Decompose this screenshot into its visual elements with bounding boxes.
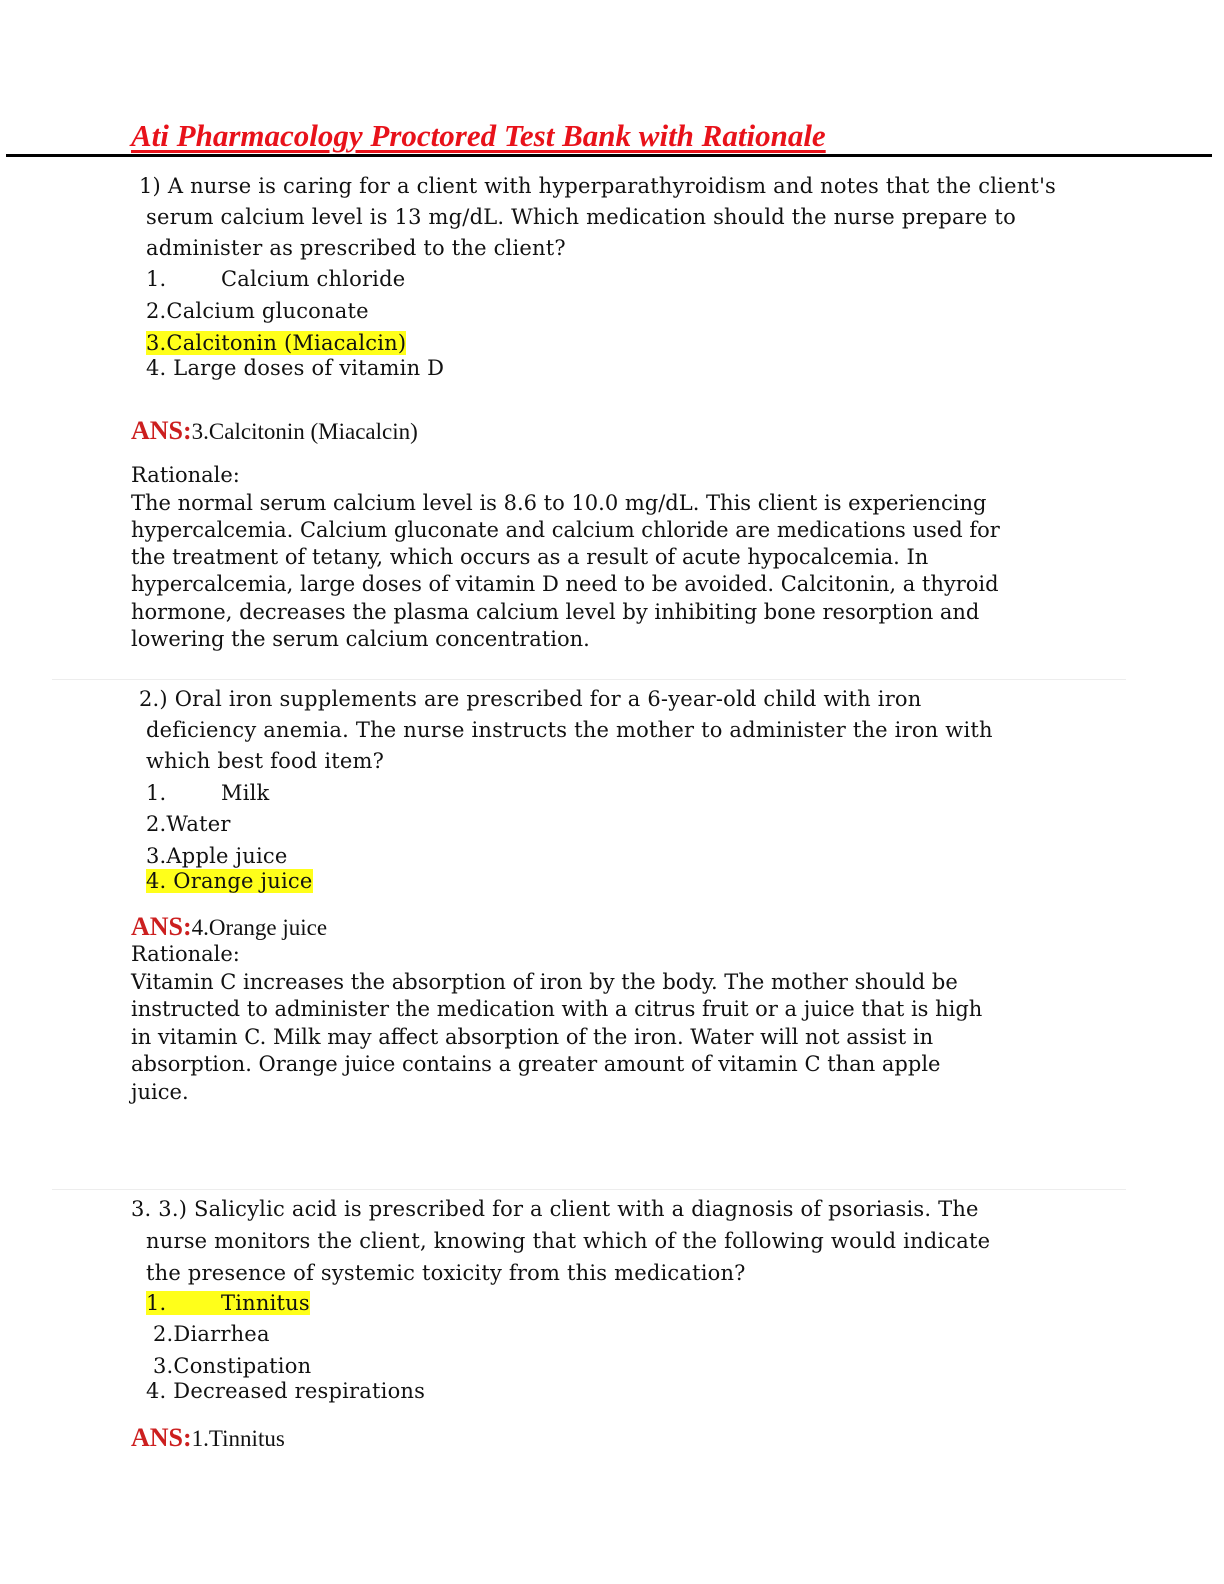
- question-3-line-2: nurse monitors the client, knowing that which of the following would indicate: [146, 1229, 991, 1253]
- question-2-line-1: 2.) Oral iron supplements are prescribed for a 6-year-old child with iron: [139, 687, 922, 711]
- question-2-rationale-heading: Rationale:: [131, 942, 240, 966]
- highlighted-answer: [146, 1291, 310, 1315]
- question-1-rationale-line: lowering the serum calcium concentration.: [131, 627, 590, 651]
- question-3-option-2: 2.Diarrhea: [153, 1322, 270, 1346]
- question-1-line-2: serum calcium level is 13 mg/dL. Which medication should the nurse prepare to: [146, 205, 1016, 229]
- question-1-option-1: [146, 266, 405, 292]
- question-1-option-3-correct: [146, 330, 406, 356]
- question-1-rationale-line: hypercalcemia. Calcium gluconate and calcium chloride are medications used for: [131, 518, 1000, 542]
- answer-text: 1.Tinnitus: [191, 1426, 285, 1451]
- option-text: Tinnitus: [221, 1291, 310, 1315]
- question-2-option-1: [146, 780, 269, 806]
- question-2-rationale-line: absorption. Orange juice contains a greater amount of vitamin C than apple: [131, 1052, 941, 1076]
- answer-label: ANS:: [131, 1423, 192, 1452]
- question-1-rationale-line: hormone, decreases the plasma calcium level by inhibiting bone resorption and: [131, 600, 980, 624]
- question-1-rationale-line: hypercalcemia, large doses of vitamin D need to be avoided. Calcitonin, a thyroid: [131, 572, 999, 596]
- question-3-line-1: 3. 3.) Salicylic acid is prescribed for a client with a diagnosis of psoriasis. The: [131, 1197, 979, 1221]
- question-2-line-2: deficiency anemia. The nurse instructs the mother to administer the iron with: [146, 718, 993, 742]
- question-1-rationale-line: the treatment of tetany, which occurs as a result of acute hypocalcemia. In: [131, 545, 929, 569]
- answer-text: 4.Orange juice: [191, 915, 328, 940]
- question-1-line-3: administer as prescribed to the client?: [146, 236, 566, 260]
- question-2-option-2: 2.Water: [146, 812, 231, 836]
- question-3-option-1-correct: [146, 1290, 310, 1316]
- option-text: Calcium chloride: [221, 267, 406, 291]
- question-2-line-3: which best food item?: [146, 749, 385, 773]
- question-2-rationale-line: instructed to administer the medication with a citrus fruit or a juice that is high: [131, 997, 983, 1021]
- question-1-answer: [131, 416, 418, 446]
- question-2-rationale-line: Vitamin C increases the absorption of iron by the body. The mother should be: [131, 970, 958, 994]
- question-2-rationale-line: in vitamin C. Milk may affect absorption of the iron. Water will not assist in: [131, 1025, 934, 1049]
- answer-label: ANS:: [131, 912, 192, 941]
- question-2-option-3: 3.Apple juice: [146, 844, 288, 868]
- title-divider: [6, 154, 1212, 157]
- option-number: 1.: [146, 781, 167, 805]
- answer-label: ANS:: [131, 416, 192, 445]
- question-3-option-4: 4. Decreased respirations: [146, 1379, 426, 1403]
- option-number: 1.: [146, 267, 167, 291]
- question-1-option-2: 2.Calcium gluconate: [146, 299, 369, 323]
- question-3-answer: [131, 1423, 285, 1453]
- highlighted-answer: 3.Calcitonin (Miacalcin): [146, 331, 407, 355]
- section-divider: [52, 679, 1126, 680]
- question-3-option-3: 3.Constipation: [153, 1354, 312, 1378]
- question-1-rationale-line: The normal serum calcium level is 8.6 to 10.0 mg/dL. This client is experiencing: [131, 491, 987, 515]
- question-2-answer: [131, 912, 327, 942]
- section-divider: [52, 1189, 1126, 1190]
- question-3-line-3: the presence of systemic toxicity from this medication?: [146, 1261, 746, 1285]
- question-2-option-4-correct: [146, 868, 313, 894]
- question-1-option-4: 4. Large doses of vitamin D: [146, 356, 445, 380]
- highlighted-answer: 4. Orange juice: [146, 869, 313, 893]
- question-1-rationale-heading: Rationale:: [131, 463, 240, 487]
- option-number: 1.: [146, 1291, 167, 1315]
- option-text: Milk: [221, 781, 270, 805]
- question-2-rationale-line: juice.: [131, 1080, 189, 1104]
- question-1-line-1: 1) A nurse is caring for a client with hyperparathyroidism and notes that the client's: [139, 174, 1057, 198]
- answer-text: 3.Calcitonin (Miacalcin): [191, 419, 418, 444]
- document-title: Ati Pharmacology Proctored Test Bank with Rationale: [131, 118, 826, 153]
